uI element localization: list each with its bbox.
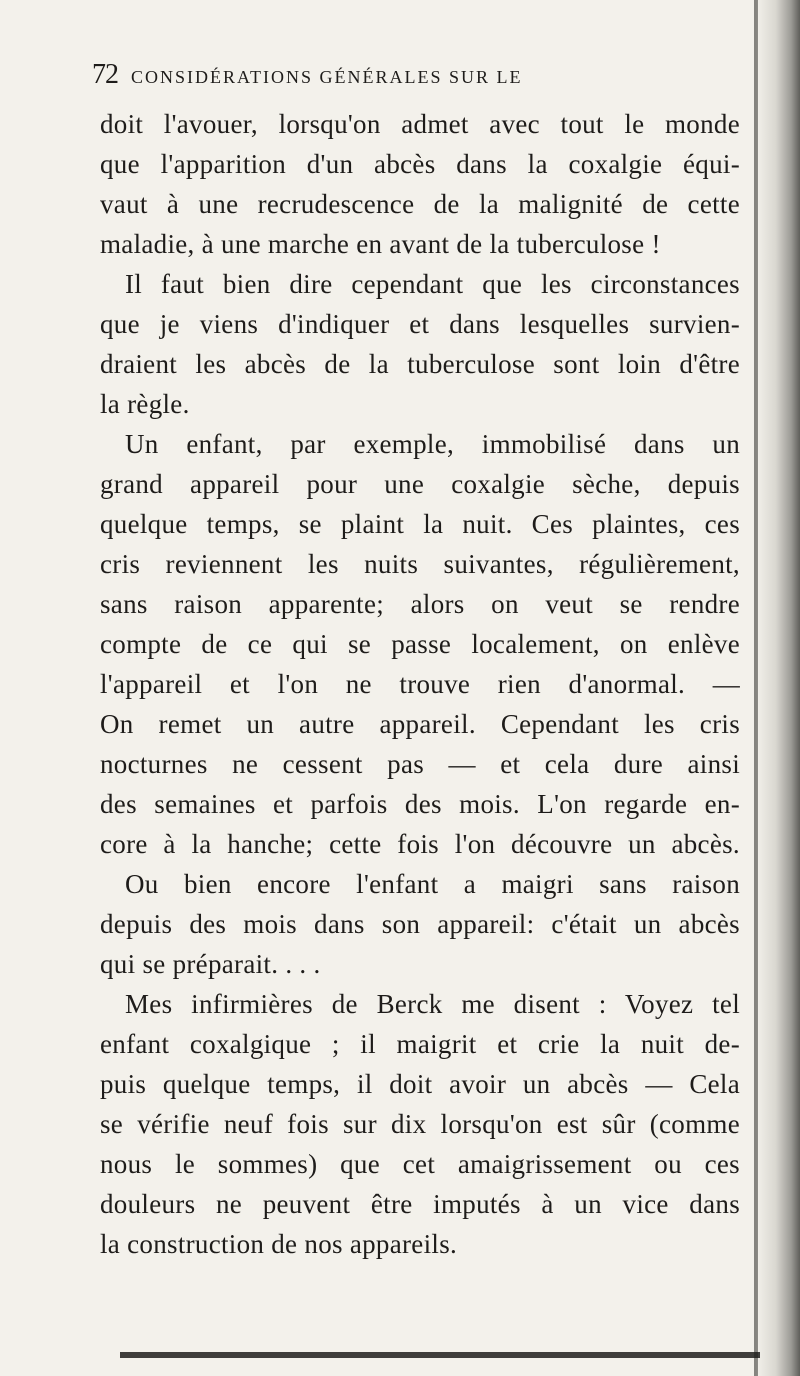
text-line: quelque temps, se plaint la nuit. Ces plaintes, ces — [100, 509, 740, 539]
text-line: depuis des mois dans son appareil: c'était un abcès — [100, 909, 740, 939]
text-line: Il faut bien dire cependant que les circonstances — [125, 269, 740, 299]
text-line: Mes infirmières de Berck me disent : Voyez tel — [125, 989, 740, 1019]
text-line: nous le sommes) que cet amaigrissement ou ces — [100, 1149, 740, 1179]
page-number: 72 — [92, 59, 118, 90]
text-line: vaut à une recrudescence de la malignité de cette — [100, 189, 740, 219]
text-line: puis quelque temps, il doit avoir un abcès — Cela — [100, 1069, 740, 1099]
bottom-page-edge — [120, 1352, 760, 1358]
running-head: CONSIDÉRATIONS GÉNÉRALES SUR LE — [131, 67, 523, 87]
text-line: draient les abcès de la tuberculose sont loin d'être — [100, 349, 740, 379]
text-line: la construction de nos appareils. — [100, 1229, 458, 1259]
text-line: grand appareil pour une coxalgie sèche, depuis — [100, 469, 740, 499]
text-line: qui se préparait. . . . — [100, 949, 321, 979]
text-line: que je viens d'indiquer et dans lesquelles survien- — [100, 309, 740, 339]
text-line: core à la hanche; cette fois l'on découvre un abcès. — [100, 829, 740, 859]
text-line: compte de ce qui se passe localement, on enlève — [100, 629, 740, 659]
text-line: Ou bien encore l'enfant a maigri sans raison — [125, 869, 740, 899]
text-line: l'appareil et l'on ne trouve rien d'anormal. — — [100, 669, 740, 699]
text-line: douleurs ne peuvent être imputés à un vice dans — [100, 1189, 740, 1219]
text-line: doit l'avouer, lorsqu'on admet avec tout le monde — [100, 109, 740, 139]
text-line: Un enfant, par exemple, immobilisé dans un — [125, 429, 740, 459]
text-line: sans raison apparente; alors on veut se rendre — [100, 589, 740, 619]
text-line: nocturnes ne cessent pas — et cela dure ainsi — [100, 749, 740, 779]
text-line: la règle. — [100, 389, 190, 419]
page-edge-shadow — [756, 0, 800, 1376]
body-text — [100, 104, 740, 1264]
text-line: maladie, à une marche en avant de la tuberculose ! — [100, 229, 661, 259]
text-line: cris reviennent les nuits suivantes, régulièrement, — [100, 549, 740, 579]
text-line: enfant coxalgique ; il maigrit et crie la nuit de- — [100, 1029, 740, 1059]
text-line: des semaines et parfois des mois. L'on regarde en- — [100, 789, 740, 819]
text-line: On remet un autre appareil. Cependant les cris — [100, 709, 740, 739]
text-line: se vérifie neuf fois sur dix lorsqu'on est sûr (comme — [100, 1109, 740, 1139]
text-line: que l'apparition d'un abcès dans la coxalgie équi- — [100, 149, 740, 179]
page-header — [92, 60, 732, 96]
